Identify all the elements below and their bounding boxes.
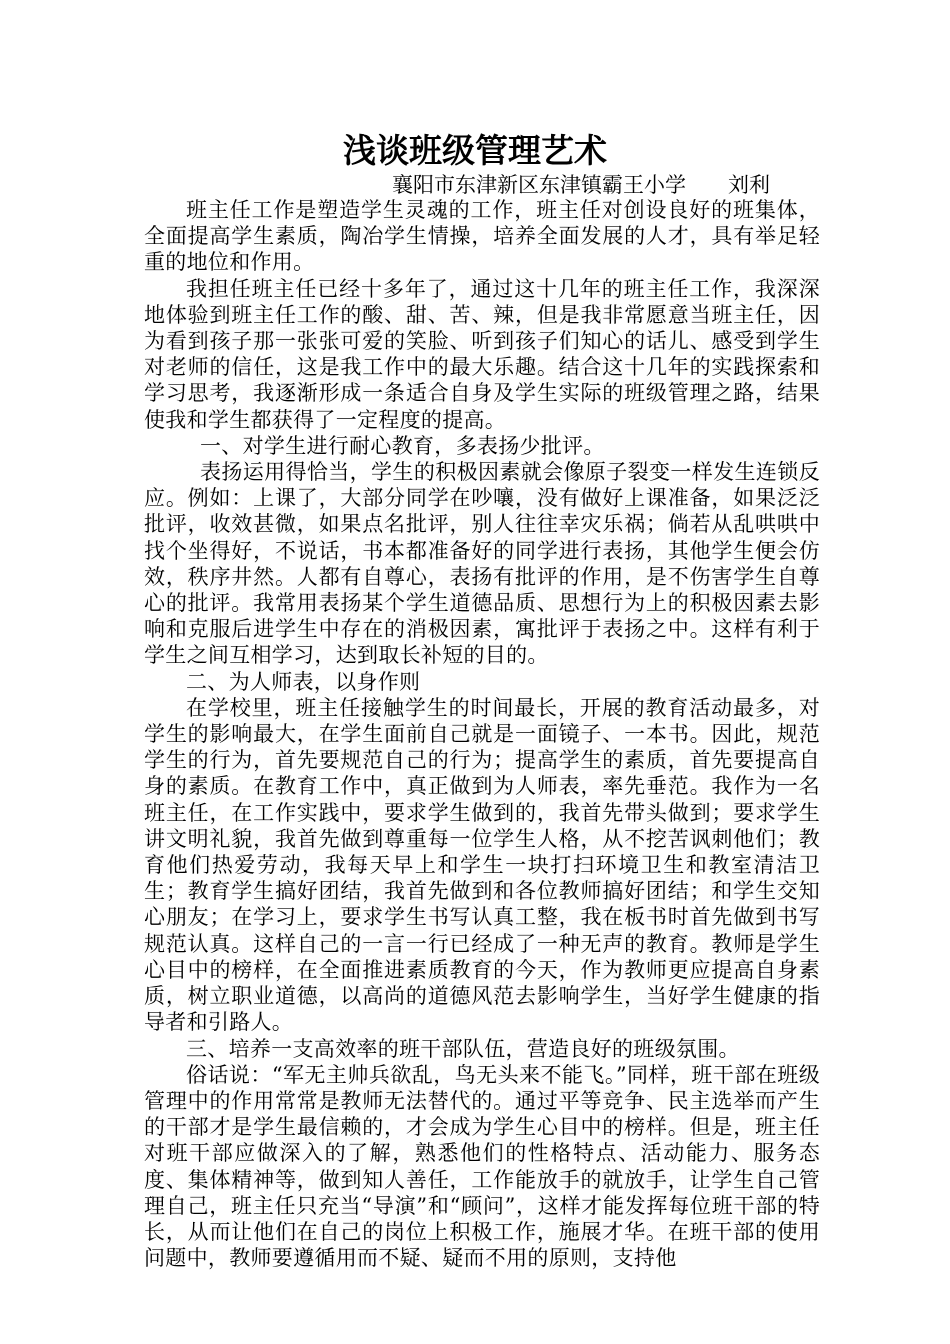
paragraph-class-cadres: 俗话说：“军无主帅兵欲乱，鸟无头来不能飞。”同样，班干部在班级管理中的作用常常是教师无法替代的。通过平等竞争、民主选举而产生的干部才是学生最信赖的，才会成为学生心目中的榜样。但是，班主任对班干部应做深入的了解，熟悉他们的性格特点、活动能力、服务态度、集体精神等，做到知人善任，工作能放手的就放手，让学生自己管理自己，班主任只充当“导演”和“顾问”，这样才能发挥每位班干部的特长，从而让他们在自己的岗位上积极工作，施展才华。在班干部的使用问题中，教师要遵循用而不疑、疑而不用的原则，支持他 xyxy=(144,1062,820,1271)
paragraph-praise: 表扬运用得恰当，学生的积极因素就会像原子裂变一样发生连锁反应。例如：上课了，大部分同学在吵嚷，没有做好上课准备，如果泛泛批评，收效甚微，如果点名批评，别人往往幸灾乐祸；倘若从乱哄哄中找个坐得好，不说话，书本都准备好的同学进行表扬，其他学生便会仿效，秩序井然。人都有自尊心，表扬有批评的作用，是不伤害学生自尊心的批评。我常用表扬某个学生道德品质、思想行为上的积极因素去影响和克服后进学生中存在的消极因素，寓批评于表扬之中。这样有利于学生之间互相学习，达到取长补短的目的。 xyxy=(144,460,820,668)
section-heading-3: 三、培养一支高效率的班干部队伍，营造良好的班级氛围。 xyxy=(186,1036,740,1061)
author-line: 襄阳市东津新区东津镇霸王小学 刘利 xyxy=(392,173,770,197)
paragraph-role-model: 在学校里，班主任接触学生的时间最长，开展的教育活动最多，对学生的影响最大，在学生面前自己就是一面镜子、一本书。因此，规范学生的行为，首先要规范自己的行为；提高学生的素质，首先要提高自身的素质。在教育工作中，真正做到为人师表，率先垂范。我作为一名班主任，在工作实践中，要求学生做到的，我首先带头做到；要求学生讲文明礼貌，我首先做到尊重每一位学生人格，从不挖苦讽刺他们；教育他们热爱劳动，我每天早上和学生一块打扫环境卫生和教室清洁卫生；教育学生搞好团结，我首先做到和各位教师搞好团结；和学生交知心朋友；在学习上，要求学生书写认真工整，我在板书时首先做到书写规范认真。这样自己的一言一行已经成了一种无声的教育。教师是学生心目中的榜样，在全面推进素质教育的今天，作为教师更应提高自身素质，树立职业道德，以高尚的道德风范去影响学生，当好学生健康的指导者和引路人。 xyxy=(144,695,820,1035)
paragraph-intro: 班主任工作是塑造学生灵魂的工作，班主任对创设良好的班集体，全面提高学生素质，陶冶学生情操，培养全面发展的人才，具有举足轻重的地位和作用。 xyxy=(144,198,820,275)
section-heading-2: 二、为人师表，以身作则 xyxy=(186,669,421,694)
section-heading-1: 一、对学生进行耐心教育，多表扬少批评。 xyxy=(200,433,605,458)
document-body xyxy=(144,197,820,1271)
document-title: 浅谈班级管理艺术 xyxy=(343,131,607,170)
paragraph-experience: 我担任班主任已经十多年了，通过这十几年的班主任工作，我深深地体验到班主任工作的酸、甜、苦、辣，但是我非常愿意当班主任，因为看到孩子那一张张可爱的笑脸、听到孩子们知心的话儿、感受到学生对老师的信任，这是我工作中的最大乐趣。结合这十几年的实践探索和学习思考，我逐渐形成一条适合自身及学生实际的班级管理之路，结果使我和学生都获得了一定程度的提高。 xyxy=(144,276,820,432)
